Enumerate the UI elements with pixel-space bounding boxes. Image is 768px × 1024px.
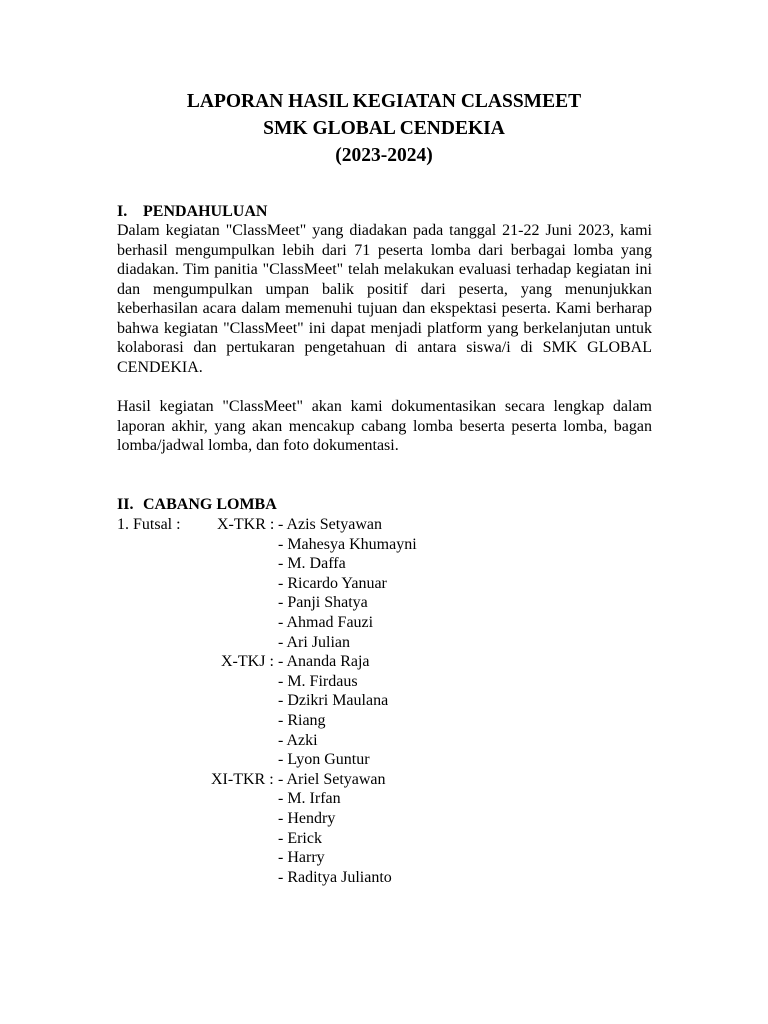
competition-label-futsal: 1. Futsal : [117, 516, 181, 533]
section-title: CABANG LOMBA [143, 496, 277, 513]
intro-paragraph-1: Dalam kegiatan "ClassMeet" yang diadakan pada tanggal 21-22 Juni 2023, kami berhasil mengumpulkan lebih dari 71 peserta lomba dari berbagai lomba yang diadakan. Tim panitia "ClassMeet" telah melakukan evaluasi terhadap kegiatan ini dan mengumpulkan umpan balik positif dari peserta, yang menunjukkan keberhasilan acara dalam memenuhi tujuan dan ekspektasi peserta. Kami berharap bahwa kegiatan "ClassMeet" ini dapat menjadi platform yang berkelanjutan untuk kolaborasi dan pertukaran pengetahuan di antara siswa/i di SMK GLOBAL CENDEKIA. [117, 222, 652, 376]
title-line-2: SMK GLOBAL CENDEKIA [263, 118, 505, 139]
document-title [0, 88, 768, 169]
team-member: - Lyon Guntur [278, 751, 370, 769]
team-label: X-TKJ : [221, 653, 278, 671]
team-member: - Ananda Raja [278, 653, 370, 671]
team-member: - M. Firdaus [278, 672, 358, 690]
team-member: - Ahmad Fauzi [278, 613, 374, 631]
intro-paragraph-2: Hasil kegiatan "ClassMeet" akan kami dokumentasikan secara lengkap dalam laporan akhir, yang akan mencakup cabang lomba beserta peserta lomba, bagan lomba/jadwal lomba, dan foto dokumentasi. [117, 398, 652, 454]
team-member: - Panji Shatya [278, 594, 368, 612]
team-member: - M. Daffa [278, 555, 346, 573]
team-member: - Azis Setyawan [278, 516, 382, 533]
team-member: - Mahesya Khumayni [278, 535, 417, 553]
section-number: I. [117, 203, 128, 220]
team-member: - Azki [278, 731, 318, 749]
section-heading-cabang-lomba [117, 495, 277, 515]
title-line-3: (2023-2024) [335, 145, 433, 166]
team-label: X-TKR : [217, 516, 279, 533]
team-member: - Harry [278, 849, 325, 867]
team-label: XI-TKR : [211, 770, 278, 788]
team-member: - Hendry [278, 809, 336, 827]
team-member: - Ari Julian [278, 633, 350, 651]
section-title: PENDAHULUAN [143, 203, 268, 220]
team-member: - Erick [278, 829, 322, 847]
team-member: - Dzikri Maulana [278, 692, 389, 710]
section-heading-pendahuluan [117, 202, 267, 222]
team-member: - Raditya Julianto [278, 868, 392, 886]
section-number: II. [117, 496, 134, 513]
team-member: - Ariel Setyawan [278, 770, 386, 788]
team-member: - M. Irfan [278, 790, 341, 808]
team-member: - Ricardo Yanuar [278, 574, 387, 592]
title-line-1: LAPORAN HASIL KEGIATAN CLASSMEET [186, 91, 582, 112]
team-member: - Riang [278, 711, 326, 729]
